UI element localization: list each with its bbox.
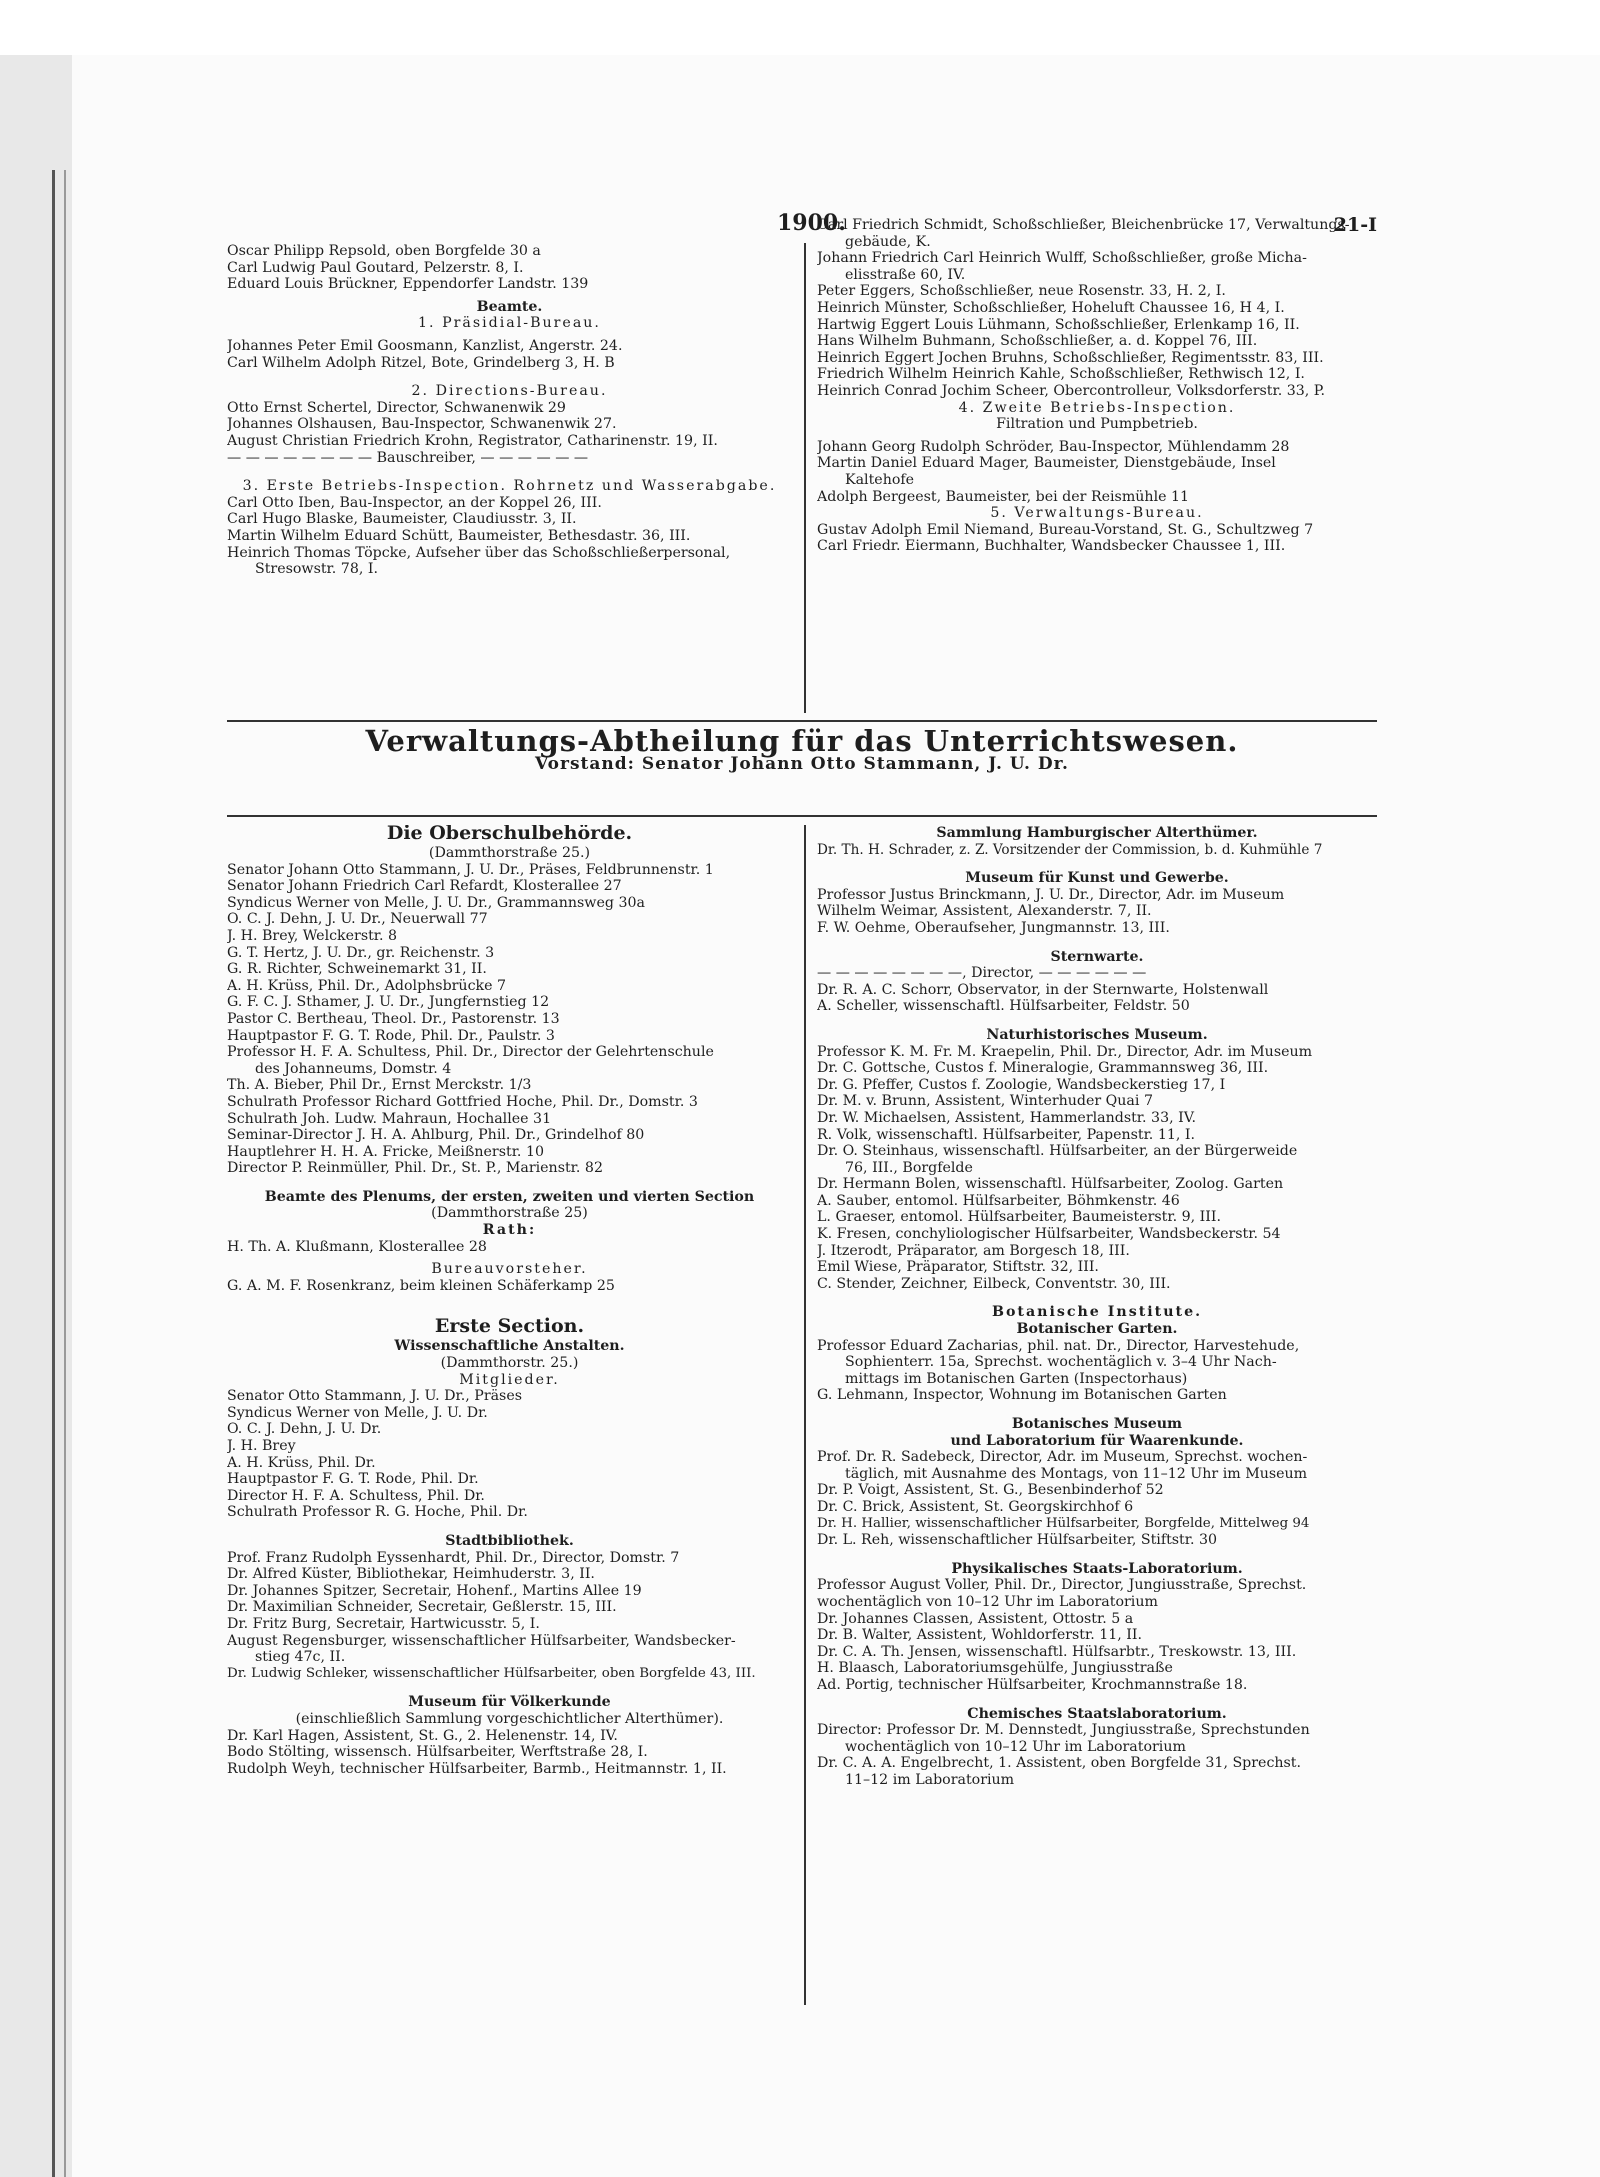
list-item: Schulrath Professor Richard Gottfried Hoche, Phil. Dr., Domstr. 3 <box>227 1093 698 1110</box>
list-item: Dr. B. Walter, Assistent, Wohldorferstr. 11, II. <box>817 1627 1143 1644</box>
list-item: August Christian Friedrich Krohn, Registrator, Catharinenstr. 19, II. <box>227 432 718 449</box>
list-item: des Johanneums, Domstr. 4 <box>255 1060 452 1077</box>
list-item: Seminar-Director J. H. A. Ahlburg, Phil. Dr., Grindelhof 80 <box>227 1127 645 1144</box>
list-item: Pastor C. Bertheau, Theol. Dr., Pastorenstr. 13 <box>227 1010 560 1027</box>
list-item: Hans Wilhelm Buhmann, Schoßschließer, a. d. Koppel 76, III. <box>817 333 1258 350</box>
list-item: O. C. J. Dehn, J. U. Dr. <box>227 1421 382 1438</box>
list-item: Heinrich Thomas Töpcke, Aufseher über das Schoßschließerpersonal, <box>227 544 731 561</box>
list-item: 76, III., Borgfelde <box>845 1159 973 1176</box>
list-item: Dr. Fritz Burg, Secretair, Hartwicusstr. 5, I. <box>227 1615 540 1632</box>
list-item: Carl Otto Iben, Bau-Inspector, an der Koppel 26, III. <box>227 494 602 511</box>
list-item: Emil Wiese, Präparator, Stiftstr. 32, III. <box>817 1259 1099 1276</box>
list-item: — — — — — — — — Bauschreiber, — — — — — — <box>227 449 589 466</box>
list-item: elisstraße 60, IV. <box>845 266 966 283</box>
list-item: Sophienterr. 15a, Sprechst. wochentäglich v. 3–4 Uhr Nach- <box>845 1354 1277 1371</box>
section-subheading: Wissenschaftliche Anstalten. <box>394 1338 625 1355</box>
department-title: Verwaltungs-Abtheilung für das Unterrichtswesen. <box>365 724 1239 758</box>
list-item: Dr. Maximilian Schneider, Secretair, Geßlerstr. 15, III. <box>227 1599 617 1616</box>
page-number: 21-I <box>1333 214 1377 236</box>
list-item: Adolph Bergeest, Baumeister, bei der Reismühle 11 <box>817 488 1190 505</box>
list-item: Senator Otto Stammann, J. U. Dr., Präses <box>227 1388 523 1405</box>
bottom-right-column <box>817 825 1377 1788</box>
list-item: Th. A. Bieber, Phil Dr., Ernst Merckstr. 1/3 <box>227 1077 532 1094</box>
section-subheading: Filtration und Pumpbetrieb. <box>996 416 1198 433</box>
list-item: Peter Eggers, Schoßschließer, neue Rosenstr. 33, H. 2, I. <box>817 283 1226 300</box>
list-item: Professor Eduard Zacharias, phil. nat. Dr., Director, Harvestehude, <box>817 1337 1300 1354</box>
list-item: Syndicus Werner von Melle, J. U. Dr., Grammannsweg 30a <box>227 894 645 911</box>
list-item: Dr. C. Brick, Assistent, St. Georgskirchhof 6 <box>817 1498 1134 1515</box>
column-divider <box>804 243 806 713</box>
list-item: Hartwig Eggert Louis Lühmann, Schoßschließer, Erlenkamp 16, II. <box>817 316 1300 333</box>
list-item: Professor Justus Brinckmann, J. U. Dr., Director, Adr. im Museum <box>817 886 1285 903</box>
section-heading: Museum für Völkerkunde <box>408 1694 611 1711</box>
list-item: J. Itzerodt, Präparator, am Borgesch 18, III. <box>817 1242 1130 1259</box>
section-divider <box>227 815 1377 817</box>
list-item: Dr. Hermann Bolen, wissenschaftl. Hülfsarbeiter, Zoolog. Garten <box>817 1176 1284 1193</box>
list-item: Martin Daniel Eduard Mager, Baumeister, Dienstgebäude, Insel <box>817 455 1276 472</box>
list-item: Syndicus Werner von Melle, J. U. Dr. <box>227 1404 488 1421</box>
list-item: Professor K. M. Fr. M. Kraepelin, Phil. Dr., Director, Adr. im Museum <box>817 1043 1313 1060</box>
section-subheading: und Laboratorium für Waarenkunde. <box>950 1432 1244 1449</box>
list-item: G. F. C. J. Sthamer, J. U. Dr., Jungfernstieg 12 <box>227 994 550 1011</box>
list-item: A. Sauber, entomol. Hülfsarbeiter, Böhmkenstr. 46 <box>817 1192 1180 1209</box>
list-item: H. Th. A. Klußmann, Klosterallee 28 <box>227 1238 487 1255</box>
list-item: Professor H. F. A. Schultess, Phil. Dr., Director der Gelehrtenschule <box>227 1044 714 1061</box>
list-item: Rudolph Weyh, technischer Hülfsarbeiter, Barmb., Heitmannstr. 1, II. <box>227 1760 727 1777</box>
list-item: Dr. Th. H. Schrader, z. Z. Vorsitzender der Commission, b. d. Kuhmühle 7 <box>817 841 1323 858</box>
list-item: Heinrich Eggert Jochen Bruhns, Schoßschließer, Regimentsstr. 83, III. <box>817 349 1324 366</box>
list-item: Johannes Peter Emil Goosmann, Kanzlist, Angerstr. 24. <box>227 337 623 354</box>
list-item: Dr. C. Gottsche, Custos f. Mineralogie, Grammannsweg 36, III. <box>817 1060 1269 1077</box>
list-item: Friedrich Wilhelm Heinrich Kahle, Schoßschließer, Rethwisch 12, I. <box>817 366 1305 383</box>
list-item: Dr. H. Hallier, wissenschaftlicher Hülfsarbeiter, Borgfelde, Mittelweg 94 <box>817 1515 1310 1531</box>
page-year: 1900. <box>777 210 846 236</box>
section-heading: Erste Section. <box>434 1315 585 1338</box>
book-gutter <box>0 55 74 2177</box>
list-item: 11–12 im Laboratorium <box>845 1771 1015 1788</box>
list-item: Wilhelm Weimar, Assistent, Alexanderstr. 7, II. <box>817 903 1152 920</box>
section-heading: Sternwarte. <box>1050 948 1144 965</box>
list-item: G. Lehmann, Inspector, Wohnung im Botanischen Garten <box>817 1387 1227 1404</box>
list-item: Prof. Dr. R. Sadebeck, Director, Adr. im Museum, Sprechst. wochen- <box>817 1449 1308 1466</box>
list-item: Director H. F. A. Schultess, Phil. Dr. <box>227 1487 485 1504</box>
address: (Dammthorstraße 25) <box>431 1205 588 1222</box>
list-item: Kaltehofe <box>845 471 915 488</box>
top-left-column <box>227 243 792 578</box>
list-item: August Regensburger, wissenschaftlicher Hülfsarbeiter, Wandsbecker- <box>227 1632 736 1649</box>
list-item: J. H. Brey <box>227 1438 296 1454</box>
section-subheading: Rath: <box>482 1222 537 1239</box>
list-item: A. H. Krüss, Phil. Dr., Adolphsbrücke 7 <box>227 977 507 994</box>
list-item: K. Fresen, conchyliologischer Hülfsarbeiter, Wandsbeckerstr. 54 <box>817 1226 1281 1243</box>
list-item: wochentäglich von 10–12 Uhr im Laboratorium <box>845 1738 1186 1755</box>
list-item: A. H. Krüss, Phil. Dr. <box>227 1454 376 1471</box>
list-item: A. Scheller, wissenschaftl. Hülfsarbeiter, Feldstr. 50 <box>817 998 1190 1015</box>
list-item: Martin Wilhelm Eduard Schütt, Baumeister, Bethesdastr. 36, III. <box>227 527 691 544</box>
list-item: Director P. Reinmüller, Phil. Dr., St. P., Marienstr. 82 <box>227 1160 603 1177</box>
list-item: Dr. P. Voigt, Assistent, St. G., Besenbinderhof 52 <box>817 1482 1164 1499</box>
section-heading: Chemisches Staatslaboratorium. <box>967 1705 1227 1722</box>
list-item: Oscar Philipp Repsold, oben Borgfelde 30 a <box>227 243 541 259</box>
list-item: Carl Ludwig Paul Goutard, Pelzerstr. 8, I. <box>227 259 524 276</box>
list-item: Dr. Ludwig Schleker, wissenschaftlicher Hülfsarbeiter, oben Borgfelde 43, III. <box>227 1665 756 1681</box>
list-item: Dr. M. v. Brunn, Assistent, Winterhuder Quai 7 <box>817 1093 1153 1110</box>
list-item: mittags im Botanischen Garten (Inspectorhaus) <box>845 1370 1188 1387</box>
section-heading: Museum für Kunst und Gewerbe. <box>965 870 1229 887</box>
list-item: Heinrich Conrad Jochim Scheer, Obercontrolleur, Volksdorferstr. 33, P. <box>817 382 1325 399</box>
book-page <box>72 55 1600 2177</box>
binding-edge-inner <box>64 170 66 2177</box>
section-heading: 1. Präsidial-Bureau. <box>418 315 601 332</box>
list-item: wochentäglich von 10–12 Uhr im Laboratorium <box>817 1593 1158 1610</box>
section-heading: Botanische Institute. <box>991 1304 1203 1321</box>
list-item: Johann Friedrich Carl Heinrich Wulff, Schoßschließer, große Micha- <box>817 250 1307 267</box>
section-heading: Beamte. <box>476 298 543 315</box>
section-heading: Beamte des Plenums, der ersten, zweiten und vierten Section <box>264 1188 755 1205</box>
section-divider <box>227 720 1377 722</box>
list-item: Hauptlehrer H. H. A. Fricke, Meißnerstr. 10 <box>227 1143 544 1160</box>
list-item: Senator Johann Friedrich Carl Refardt, Klosterallee 27 <box>227 878 622 895</box>
list-item: F. W. Oehme, Oberaufseher, Jungmannstr. 13, III. <box>817 919 1170 936</box>
list-item: O. C. J. Dehn, J. U. Dr., Neuerwall 77 <box>227 911 488 928</box>
list-item: Gustav Adolph Emil Niemand, Bureau-Vorstand, St. G., Schultzweg 7 <box>817 521 1314 538</box>
section-heading: Naturhistorisches Museum. <box>986 1026 1208 1043</box>
list-item: Dr. Johannes Classen, Assistent, Ottostr. 5 a <box>817 1610 1134 1627</box>
list-item: Dr. W. Michaelsen, Assistent, Hammerlandstr. 33, IV. <box>817 1109 1196 1126</box>
list-item: Dr. Karl Hagen, Assistent, St. G., 2. Helenenstr. 14, IV. <box>227 1727 618 1744</box>
column-divider <box>804 825 806 2005</box>
section-heading: 4. Zweite Betriebs-Inspection. <box>958 399 1236 416</box>
list-item: gebäude, K. <box>845 233 931 250</box>
list-item: Professor August Voller, Phil. Dr., Director, Jungiusstraße, Sprechst. <box>817 1577 1307 1594</box>
list-item: Hauptpastor F. G. T. Rode, Phil. Dr., Paulstr. 3 <box>227 1027 555 1044</box>
list-item: Johannes Olshausen, Bau-Inspector, Schwanenwik 27. <box>227 416 617 433</box>
section-subheading: (einschließlich Sammlung vorgeschichtlicher Alterthümer). <box>295 1710 724 1727</box>
address: (Dammthorstraße 25.) <box>428 845 591 861</box>
list-item: Stresowstr. 78, I. <box>255 561 378 578</box>
binding-edge <box>52 170 55 2177</box>
list-item: Schulrath Joh. Ludw. Mahraun, Hochallee 31 <box>227 1110 552 1127</box>
section-subheading: Bureauvorsteher. <box>431 1261 588 1278</box>
list-item: Schulrath Professor R. G. Hoche, Phil. Dr. <box>227 1504 528 1521</box>
list-item: Eduard Louis Brückner, Eppendorfer Landstr. 139 <box>227 276 589 293</box>
page-content <box>227 210 1377 2005</box>
list-item: R. Volk, wissenschaftl. Hülfsarbeiter, Papenstr. 11, I. <box>817 1126 1196 1143</box>
section-heading: Botanisches Museum <box>1011 1416 1183 1432</box>
list-item: C. Stender, Zeichner, Eilbeck, Conventstr. 30, III. <box>817 1275 1171 1292</box>
list-item: Carl Friedrich Schmidt, Schoßschließer, Bleichenbrücke 17, Verwaltungs- <box>817 217 1350 233</box>
section-heading: Die Oberschulbehörde. <box>386 825 633 844</box>
address: (Dammthorstr. 25.) <box>440 1355 579 1372</box>
list-item: stieg 47c, II. <box>255 1649 346 1666</box>
list-item: Carl Wilhelm Adolph Ritzel, Bote, Grindelberg 3, H. B <box>227 354 615 371</box>
list-item: Carl Hugo Blaske, Baumeister, Claudiusstr. 3, II. <box>227 511 577 528</box>
section-heading: 3. Erste Betriebs-Inspection. Rohrnetz und Wasserabgabe. <box>242 478 777 495</box>
list-item: H. Blaasch, Laboratoriumsgehülfe, Jungiusstraße <box>817 1660 1173 1677</box>
list-item: Otto Ernst Schertel, Director, Schwanenwik 29 <box>227 399 566 416</box>
list-item: Ad. Portig, technischer Hülfsarbeiter, Krochmannstraße 18. <box>817 1676 1248 1693</box>
department-head: Vorstand: Senator Johann Otto Stammann, J. U. Dr. <box>535 753 1069 774</box>
section-heading: Sammlung Hamburgischer Alterthümer. <box>936 825 1258 841</box>
list-item: Carl Friedr. Eiermann, Buchhalter, Wandsbecker Chaussee 1, III. <box>817 538 1286 555</box>
section-heading: 5. Verwaltungs-Bureau. <box>990 505 1204 522</box>
list-item: Hauptpastor F. G. T. Rode, Phil. Dr. <box>227 1471 479 1488</box>
list-item: Dr. C. A. Th. Jensen, wissenschaftl. Hülfsarbtr., Treskowstr. 13, III. <box>817 1643 1297 1660</box>
list-item: täglich, mit Ausnahme des Montags, von 11–12 Uhr im Museum <box>845 1465 1308 1482</box>
list-item: Dr. R. A. C. Schorr, Observator, in der Sternwarte, Holstenwall <box>817 981 1269 998</box>
top-right-column <box>817 214 1377 555</box>
list-item: Dr. O. Steinhaus, wissenschaftl. Hülfsarbeiter, an der Bürgerweide <box>817 1143 1298 1160</box>
list-item: Dr. G. Pfeffer, Custos f. Zoologie, Wandsbeckerstieg 17, I <box>817 1076 1226 1093</box>
list-item: Prof. Franz Rudolph Eyssenhardt, Phil. Dr., Director, Domstr. 7 <box>227 1549 680 1566</box>
list-item: J. H. Brey, Welckerstr. 8 <box>227 927 398 944</box>
list-item: G. A. M. F. Rosenkranz, beim kleinen Schäferkamp 25 <box>227 1277 615 1294</box>
list-item: Senator Johann Otto Stammann, J. U. Dr., Präses, Feldbrunnenstr. 1 <box>227 861 714 878</box>
list-item: Director: Professor Dr. M. Dennstedt, Jungiusstraße, Sprechstunden <box>817 1722 1310 1739</box>
list-item: L. Graeser, entomol. Hülfsarbeiter, Baumeisterstr. 9, III. <box>817 1209 1221 1226</box>
bottom-left-column <box>227 825 792 1777</box>
section-heading: Stadtbibliothek. <box>445 1532 574 1549</box>
list-item: G. R. Richter, Schweinemarkt 31, II. <box>227 961 487 978</box>
section-heading: Physikalisches Staats-Laboratorium. <box>951 1560 1243 1577</box>
list-item: Dr. Alfred Küster, Bibliothekar, Heimhuderstr. 3, II. <box>227 1566 595 1583</box>
list-item: — — — — — — — —, Director, — — — — — — <box>817 965 1147 982</box>
list-item: Dr. L. Reh, wissenschaftlicher Hülfsarbeiter, Stiftstr. 30 <box>817 1532 1218 1549</box>
list-item: Bodo Stölting, wissensch. Hülfsarbeiter, Werftstraße 28, I. <box>227 1744 648 1761</box>
list-item: Dr. C. A. A. Engelbrecht, 1. Assistent, oben Borgfelde 31, Sprechst. <box>817 1755 1302 1772</box>
section-subheading: Botanischer Garten. <box>1016 1321 1178 1338</box>
list-item: G. T. Hertz, J. U. Dr., gr. Reichenstr. 3 <box>227 944 495 961</box>
section-subheading: Mitglieder. <box>459 1371 560 1388</box>
list-item: Heinrich Münster, Schoßschließer, Hoheluft Chaussee 16, H 4, I. <box>817 299 1285 316</box>
list-item: Dr. Johannes Spitzer, Secretair, Hohenf., Martins Allee 19 <box>227 1582 642 1599</box>
list-item: Johann Georg Rudolph Schröder, Bau-Inspector, Mühlendamm 28 <box>817 438 1290 455</box>
section-heading: 2. Directions-Bureau. <box>411 383 608 400</box>
department-title-block <box>227 724 1377 774</box>
